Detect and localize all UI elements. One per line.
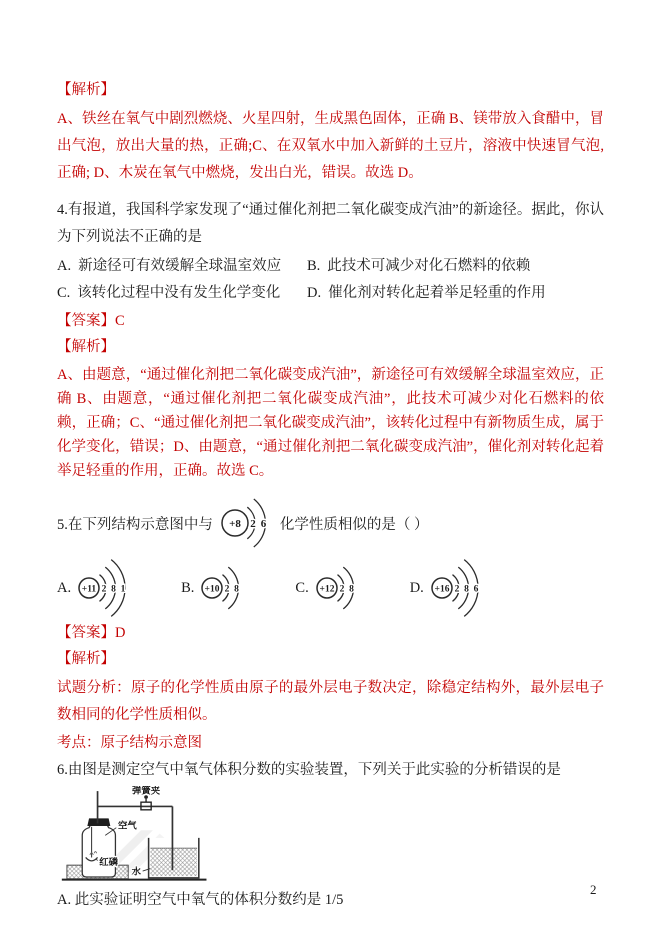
q6-option-a: A. 此实验证明空气中氧气的体积分数约是 1/5 [57,892,344,908]
q4-answer-label: 【答案】 [57,313,115,329]
q5-option-a-label: A. [57,579,72,596]
q4-option-c-text: 该转化过程中没有发生化学变化 [77,285,281,301]
q5-option-c-label: C. [295,579,309,596]
atom-structure-svg [219,489,274,557]
q5-option-b [181,558,247,618]
svg-text:8: 8 [348,584,354,595]
q5-option-c [295,558,361,618]
q4-option-b-text: 此技术可减少对化石燃料的依赖 [327,258,531,274]
svg-text:6: 6 [473,584,479,595]
q5-options-row [57,559,604,617]
q5-answer-value: D [115,625,126,641]
atom-structure-svg [76,558,133,618]
svg-text:8: 8 [234,584,240,595]
atom-structure-svg [314,558,362,618]
svg-text:2: 2 [339,584,345,595]
q4-answer-line [57,309,604,333]
q5-option-b-atom-diagram [199,558,247,618]
q5-option-c-atom-diagram [314,558,362,618]
q4-option-c-label: C. [57,285,71,301]
q5-option-a-atom-diagram [76,558,133,618]
svg-text:2: 2 [250,517,256,530]
q6-apparatus-figure [59,786,604,883]
svg-text:2: 2 [454,584,460,595]
q5-option-d-atom-diagram [429,558,486,618]
q5-option-a [57,558,133,618]
q4-answer-value: C [115,313,125,329]
q4-option-b [307,253,530,280]
q4-option-d-text: 催化剂对转化起着举足轻重的作用 [328,285,546,301]
page-number: 2 [590,882,597,897]
svg-text:2: 2 [101,584,107,595]
label-water: 水 [131,867,141,878]
svg-text:+12: +12 [319,584,335,595]
q5-given-atom-diagram [219,489,274,557]
label-air: 空气 [117,821,137,832]
label-red-phosphorus: 红磷 [99,858,118,869]
q3-analysis-body: A、铁丝在氧气中剧烈燃烧、火星四射，生成黑色固体，正确 B、镁带放入食醋中，冒出气泡，放出大量的热，正确;C、在双氧水中加入新鲜的土豆片，溶液中快速冒气泡,正确; D、木炭在氧气中燃烧，发出白光，错误。故选 D。 [57,111,604,181]
q5-option-d [410,558,486,618]
q5-option-b-label: B. [181,579,195,596]
q4-analysis-body: A、由题意，“通过催化剂把二氧化碳变成汽油”，新途径可有效缓解全球温室效应，正确 B、由题意，“通过催化剂把二氧化碳变成汽油”，此技术可减少对化石燃料的依赖，正确；C、“通过催化剂把二氧化碳变成汽油”，该转化过程中有新物质生成，属于化学变化，错误；D、由题意，“通过催化剂把二氧化碳变成汽油”，催化剂对转化起着举足轻重的作用，正确。故选 C。 [57,367,604,479]
q4-option-c [57,280,307,307]
q5-answer-line [57,621,604,645]
atom-structure-svg [429,558,486,618]
label-spring-clamp: 弹簧夹 [132,786,161,797]
q6-stem: 6.由图是测定空气中氧气体积分数的实验装置，下列关于此实验的分析错误的是 [57,762,561,778]
q4-option-a-text: 新途径可有效缓解全球温室效应 [78,258,282,274]
stopper [87,818,110,826]
q4-option-a-label: A. [57,258,72,274]
svg-text:6: 6 [260,517,267,530]
apparatus-svg [59,786,211,883]
q5-analysis-header: 【解析】 [57,651,115,667]
q5-stem [57,489,604,557]
svg-text:+11: +11 [81,584,97,595]
atom-structure-svg [199,558,247,618]
svg-text:2: 2 [225,584,230,595]
q4-analysis-header: 【解析】 [57,339,115,355]
q4-option-b-label: B. [307,258,321,274]
q5-option-d-label: D. [409,579,424,596]
svg-text:1: 1 [120,584,126,595]
q4-stem: 4.有报道，我国科学家发现了“通过催化剂把二氧化碳变成汽油”的新途径。据此，你认为下列说法不正确的是 [57,202,604,245]
q5-stem-prefix: 5.在下列结构示意图中与 [57,516,213,533]
q4-options-row-1 [57,253,604,280]
svg-text:+16: +16 [434,584,450,595]
beaker-water [150,848,197,876]
q5-kaodian: 考点：原子结构示意图 [57,735,202,751]
svg-text:+8: +8 [228,517,241,530]
q5-stem-suffix: 化学性质相似的是（ ） [279,516,429,533]
svg-text:8: 8 [111,584,116,595]
q4-options-row-2 [57,280,604,307]
svg-text:8: 8 [463,584,469,595]
svg-text:+10: +10 [204,584,220,595]
q3-analysis-header: 【解析】 [57,82,115,98]
q4-option-d-label: D. [307,285,322,301]
q5-answer-label: 【答案】 [57,625,115,641]
q4-option-a [57,253,307,280]
q5-analysis-body: 试题分析：原子的化学性质由原子的最外层电子数决定，除稳定结构外，最外层电子数相同的化学性质相似。 [57,680,604,723]
q4-option-d [307,280,546,307]
